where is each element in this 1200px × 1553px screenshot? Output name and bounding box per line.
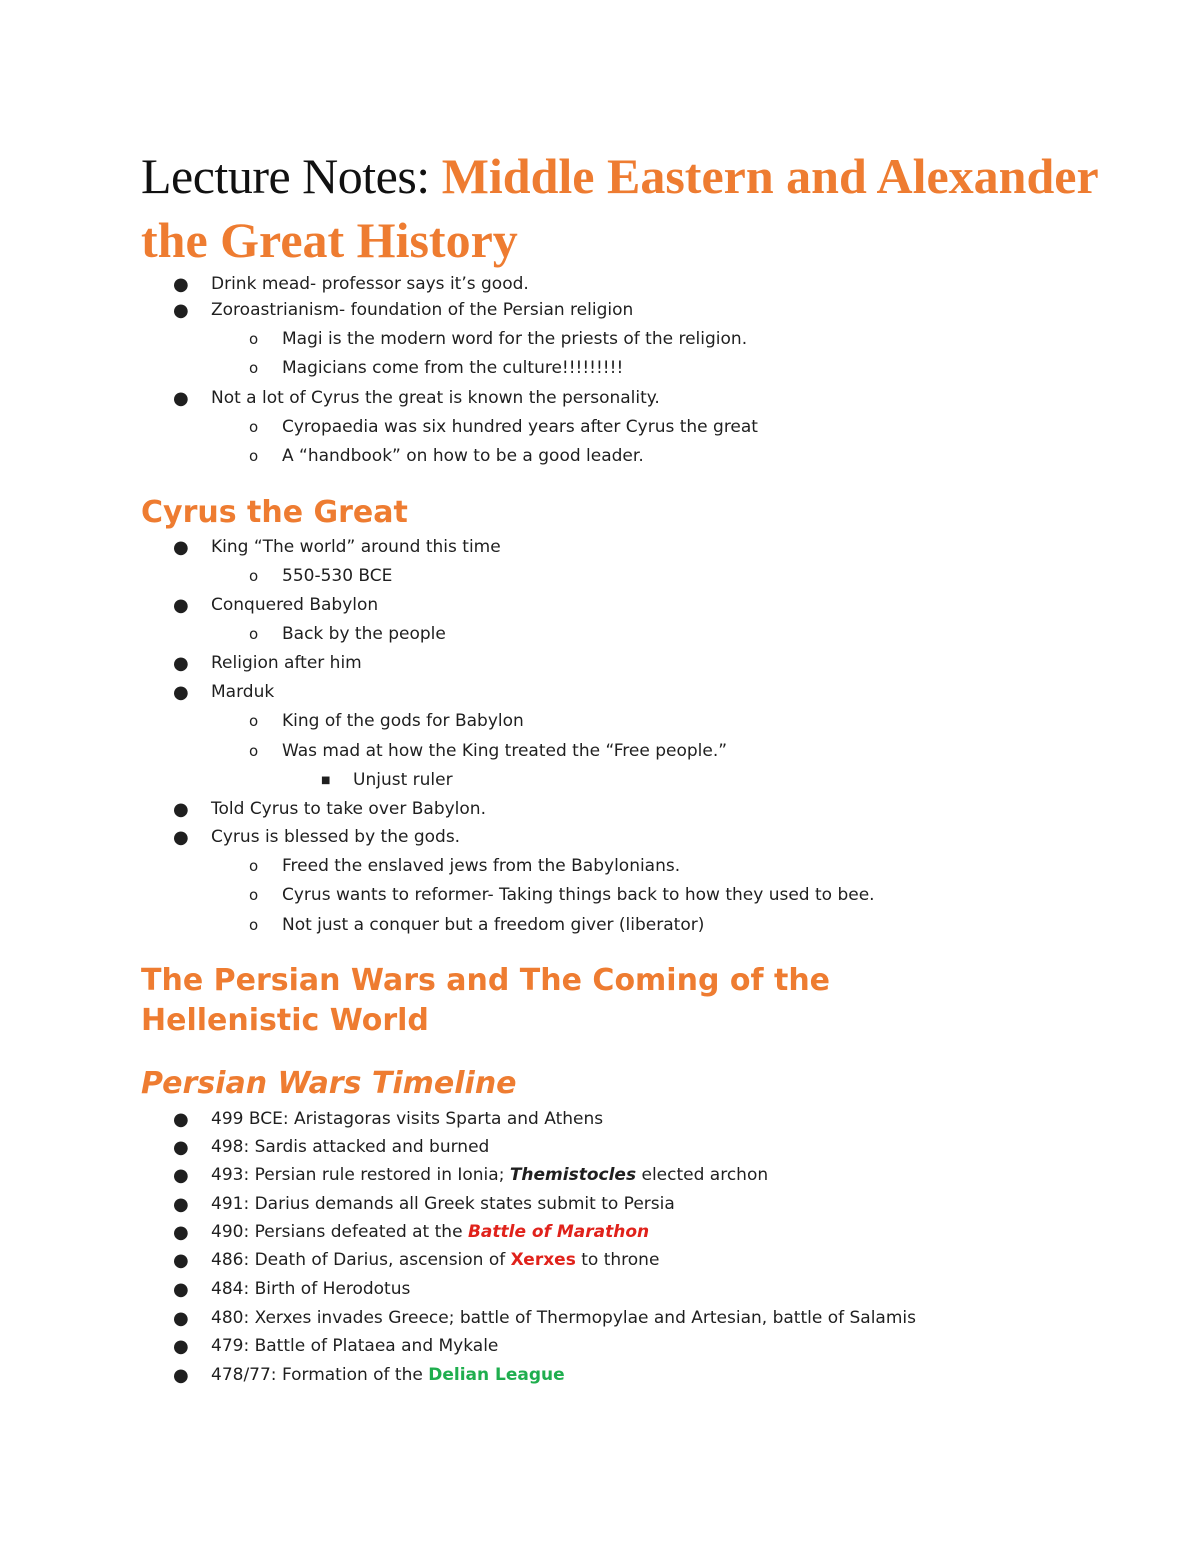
bullet-disc-icon: ● <box>173 1194 189 1215</box>
bullet-disc-icon: ● <box>173 1336 189 1357</box>
page-title <box>141 144 1141 272</box>
bullet-circle-icon: o <box>249 418 259 436</box>
bullet-disc-icon: ● <box>173 1165 189 1186</box>
bullet-square-icon: ■ <box>321 775 331 786</box>
bullet-circle-icon: o <box>249 712 259 730</box>
bullet-circle-icon: o <box>249 916 259 934</box>
document-page: Lecture Notes: Middle Eastern and Alexander the Great History ● Drink mead- professor says it’s good. ● Zoroastrianism- foundation of the Persian religion o Magi is the modern word for the priests of the religion. o Magicians come from the culture!!!!!!!!! ● Not a lot of Cyrus the great is known the personality. o Cyropaedia was six hundred years after Cyrus the great o A “handbook” on how to be a good leader. Cyrus the Great ● King “The world” around this time o 550-530 BCE ● Conquered Babylon o Back by the people ● Religion after him ● Marduk o King of the gods for Babylon o Was mad at how the King treated the “Free people.” ■ Unjust ruler ● Told Cyrus to take over Babylon. ● Cyrus is blessed by the gods. o Freed the enslaved jews from the Babylonians. o Cyrus wants to reformer- Taking things back to how they used to bee. o Not just a conquer but a freedom giver (liberator) The Persian Wars and The Coming of the Hellenistic World Persian Wars Timeline ● 499 BCE: Aristagoras visits Sparta and Athens ● 498: Sardis attacked and burned ● 493: Persian rule restored in Ionia; Themistocles elected archon ● 491: Darius demands all Greek states submit to Persia ● 490: Persians defeated at the Battle of Marathon ● 486: Death of Darius, ascension of Xerxes to throne ● 484: Birth of Herodotus ● 480: Xerxes invades Greece; battle of Thermopylae and Artesian, battle of Salamis ● 479: Battle of Plataea and Mykale ● 478/77: Formation of the Delian League <box>0 0 1200 1553</box>
bullet-circle-icon: o <box>249 742 259 760</box>
bullet-circle-icon: o <box>249 567 259 585</box>
section-heading-timeline: Persian Wars Timeline <box>141 1066 517 1101</box>
bullet-disc-icon: ● <box>173 537 189 558</box>
emphasis-themistocles: Themistocles <box>509 1165 637 1185</box>
bullet-disc-icon: ● <box>173 799 189 820</box>
bullet-disc-icon: ● <box>173 653 189 674</box>
bullet-disc-icon: ● <box>173 274 189 295</box>
bullet-disc-icon: ● <box>173 1250 189 1271</box>
emphasis-xerxes: Xerxes <box>510 1250 576 1270</box>
bullet-disc-icon: ● <box>173 1109 189 1130</box>
title-prefix: Lecture Notes: <box>141 148 442 204</box>
bullet-circle-icon: o <box>249 330 259 348</box>
bullet-disc-icon: ● <box>173 595 189 616</box>
emphasis-delian-league: Delian League <box>428 1365 565 1385</box>
bullet-circle-icon: o <box>249 886 259 904</box>
bullet-circle-icon: o <box>249 857 259 875</box>
bullet-circle-icon: o <box>249 359 259 377</box>
bullet-circle-icon: o <box>249 625 259 643</box>
bullet-disc-icon: ● <box>173 300 189 321</box>
bullet-disc-icon: ● <box>173 682 189 703</box>
bullet-disc-icon: ● <box>173 1279 189 1300</box>
section-heading-cyrus: Cyrus the Great <box>141 495 408 530</box>
bullet-disc-icon: ● <box>173 1365 189 1386</box>
bullet-disc-icon: ● <box>173 827 189 848</box>
bullet-disc-icon: ● <box>173 1222 189 1243</box>
bullet-circle-icon: o <box>249 447 259 465</box>
bullet-disc-icon: ● <box>173 388 189 409</box>
title-accent: Middle Eastern and Alexander the Great History <box>141 148 1098 268</box>
bullet-disc-icon: ● <box>173 1308 189 1329</box>
section-heading-persian-wars: The Persian Wars and The Coming of the Hellenistic World <box>141 963 831 1038</box>
bullet-disc-icon: ● <box>173 1137 189 1158</box>
emphasis-battle-of-marathon: Battle of Marathon <box>467 1222 650 1242</box>
